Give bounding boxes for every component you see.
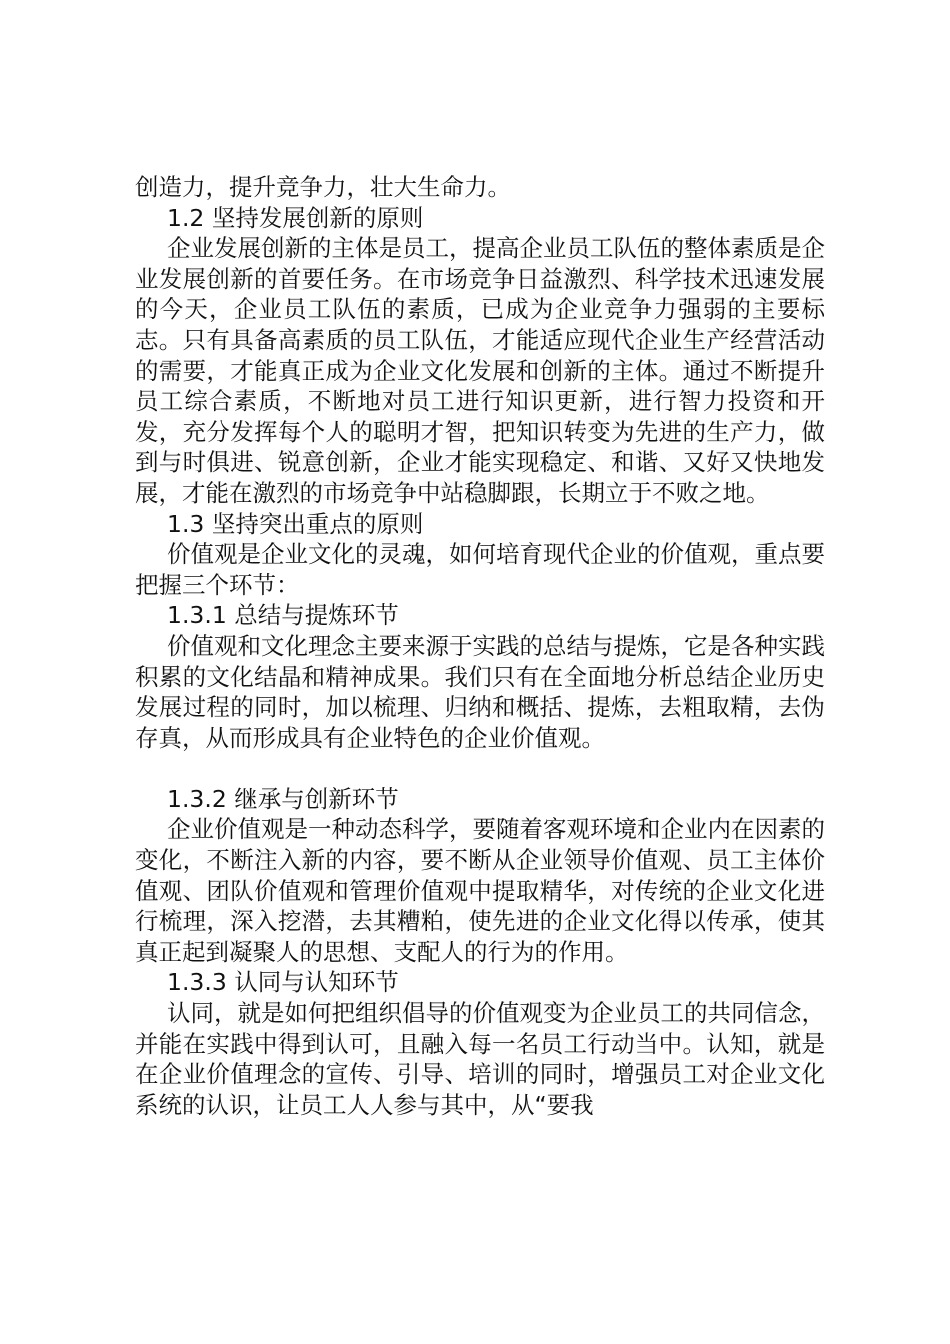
document-page (135, 172, 825, 1120)
paragraph-continuation: 创造力，提升竞争力，壮大生命力。 (135, 173, 511, 201)
section-heading-1-3: 1.3 坚持突出重点的原则 (167, 509, 424, 538)
section-heading-1-3-1: 1.3.1 总结与提炼环节 (167, 601, 399, 630)
paragraph-innovation-subject: 企业发展创新的主体是员工，提高企业员工队伍的整体素质是企业发展创新的首要任务。在市场竞争日益激烈、科学技术迅速发展的今天，企业员工队伍的素质，已成为企业竞争力强弱的主要标志。只有具备高素质的员工队伍，才能适应现代企业生产经营活动的需要，才能真正成为企业文化发展和创新的主体。通过不断提升员工综合素质，不断地对员工进行知识更新，进行智力投资和开发，充分发挥每个人的聪明才智，把知识转变为先进的生产力，做到与时俱进、锐意创新，企业才能实现稳定、和谐、又好又快地发展，才能在激烈的市场竞争中站稳脚跟，长期立于不败之地。 (135, 234, 825, 507)
paragraph-inherit-innovate: 企业价值观是一种动态科学，要随着客观环境和企业内在因素的变化，不断注入新的内容，要不断从企业领导价值观、员工主体价值观、团队价值观和管理价值观中提取精华，对传统的企业文化进行梳理，深入挖潜，去其糟粕，使先进的企业文化得以传承，使其真正起到凝聚人的思想、支配人的行为的作用。 (135, 815, 825, 966)
section-heading-1-2: 1.2 坚持发展创新的原则 (167, 203, 424, 232)
blank-line (135, 753, 825, 784)
section-heading-1-3-2: 1.3.2 继承与创新环节 (167, 784, 399, 813)
paragraph-recognition-cognition: 认同，就是如何把组织倡导的价值观变为企业员工的共同信念，并能在实践中得到认可，且融入每一名员工行动当中。认知，就是在企业价值理念的宣传、引导、培训的同时，增强员工对企业文化系统的认识，让员工人人参与其中，从“要我 (135, 999, 825, 1119)
paragraph-summary-refinement: 价值观和文化理念主要来源于实践的总结与提炼，它是各种实践积累的文化结晶和精神成果。我们只有在全面地分析总结企业历史发展过程的同时，加以梳理、归纳和概括、提炼，去粗取精，去伪存真，从而形成具有企业特色的企业价值观。 (135, 631, 825, 752)
paragraph-values-soul: 价值观是企业文化的灵魂，如何培育现代企业的价值观，重点要把握三个环节： (135, 540, 825, 599)
section-heading-1-3-3: 1.3.3 认同与认知环节 (167, 968, 399, 997)
